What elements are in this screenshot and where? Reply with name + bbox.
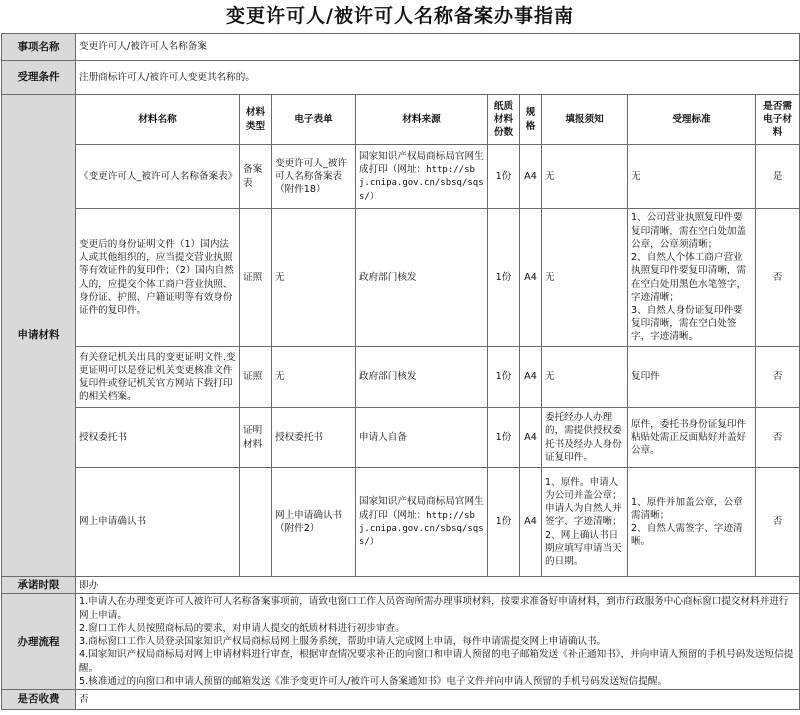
- standard-line: 3、自然人身份证复印件要复印清晰，需在空白处签字，字迹清晰。: [631, 304, 743, 343]
- material-row: [2, 209, 800, 347]
- material-row: [2, 347, 800, 408]
- material-source-text: 国家知识产权局商标局官网生成打印（网址：: [359, 150, 484, 175]
- process-step: 3.商标窗口工作人员登录国家知识产权局商标局网上服务系统，帮助申请人完成网上申请，每件申请需提交网上申请确认书。: [79, 636, 607, 648]
- material-standard: 无: [628, 145, 756, 209]
- material-eform: 无: [272, 347, 356, 408]
- instruction-line: 1、原件。申请人为公司并盖公章；申请人为自然人并签字、字迹清晰；: [545, 476, 622, 528]
- standard-line: 1、原件并加盖公章，公章需清晰；: [631, 496, 743, 521]
- header-copies: 纸质材料份数: [488, 95, 520, 145]
- header-eform: 电子表单: [272, 95, 356, 145]
- material-need-electronic: 否: [756, 209, 800, 347]
- header-instructions: 填报须知: [542, 95, 628, 145]
- promise-time-label: 承诺时限: [2, 577, 76, 594]
- fee-value: 否: [76, 690, 800, 710]
- fee-label: 是否收费: [2, 690, 76, 710]
- material-row: [2, 145, 800, 209]
- process-label: 办理流程: [2, 594, 76, 690]
- process-steps: [76, 594, 800, 690]
- fee-row: [2, 690, 800, 710]
- material-standard: 原件，委托书身份证复印件粘贴处需正反面贴好并盖好公章。: [628, 408, 756, 468]
- process-step: 1.申请人在办理变更许可人被许可人名称备案事项前，请致电窗口工作人员咨询所需办理事项材料，按要求准备好申请材料，到市行政服务中心商标窗口提交材料并进行网上申请。: [79, 596, 789, 621]
- material-spec: A4: [520, 347, 542, 408]
- material-standard: [628, 468, 756, 577]
- guide-table: [1, 33, 800, 710]
- material-source: 申请人自备: [356, 408, 488, 468]
- material-need-electronic: 否: [756, 408, 800, 468]
- standard-line: 1、公司营业执照复印件要复印清晰，需在空白处加盖公章，公章须清晰；: [631, 212, 747, 250]
- material-eform: 授权委托书: [272, 408, 356, 468]
- standard-line: 2、自然人需签字、字迹清晰。: [631, 523, 743, 548]
- materials-label: 申请材料: [2, 95, 76, 577]
- material-spec: A4: [520, 468, 542, 577]
- material-source-url: http://sbj.cnipa.gov.cn/sbsq/sqss/）: [359, 165, 484, 202]
- material-instructions: 无: [542, 145, 628, 209]
- materials-header-row: [2, 95, 800, 145]
- promise-time-row: [2, 577, 800, 594]
- material-name: 变更后的身份证明文件（1）国内法人或其他组织的，应当提交营业执照等有效证件的复印件；（2）国内自然人的，应提交个体工商户营业执照、身份证、护照、户籍证明等有效身份证件的复印件。: [76, 209, 240, 347]
- material-copies: 1份: [488, 408, 520, 468]
- process-step: 2.窗口工作人员按照商标局的要求，对申请人提交的纸质材料进行初步审查。: [79, 622, 405, 634]
- header-material-type: 材料类型: [240, 95, 272, 145]
- material-eform: 网上申请确认书（附件2）: [272, 468, 356, 577]
- material-spec: A4: [520, 209, 542, 347]
- material-eform: 变更许可人_被许可人名称备案表（附件18）: [272, 145, 356, 209]
- material-need-electronic: 是: [756, 145, 800, 209]
- material-need-electronic: 否: [756, 347, 800, 408]
- promise-time-value: 即办: [76, 577, 800, 594]
- process-step: 4.国家知识产权局商标局对网上申请材料进行审查，根据审查情况要求补正的向窗口和申请人预留的电子邮箱发送《补正通知书》，并向申请人预留的手机号码发送短信提醒。: [79, 649, 794, 674]
- material-type: 备案表: [240, 145, 272, 209]
- material-row: [2, 468, 800, 577]
- header-standard: 受理标准: [628, 95, 756, 145]
- material-instructions: 无: [542, 347, 628, 408]
- material-eform: 无: [272, 209, 356, 347]
- header-spec: 规格: [520, 95, 542, 145]
- material-source-url: http://sbj.cnipa.gov.cn/sbsq/sqss/）: [359, 510, 484, 548]
- item-name-row: [2, 34, 800, 61]
- header-need-electronic: 是否需电子材料: [756, 95, 800, 145]
- material-instructions: 无: [542, 209, 628, 347]
- material-copies: 1份: [488, 209, 520, 347]
- material-name: 《变更许可人_被许可人名称备案表》: [76, 145, 240, 209]
- material-name: 有关登记机关出具的变更证明文件.变更证明可以是登记机关变更核准文件复印件或登记机关官方网站下载打印的相关档案。: [76, 347, 240, 408]
- material-type: 证明材料: [240, 408, 272, 468]
- instruction-line: 2、网上确认书日期应填写申请当天的日期。: [545, 529, 622, 568]
- material-source-text: 国家知识产权局商标局官网生成打印（网址：: [359, 496, 484, 521]
- item-name-value: 变更许可人/被许可人名称备案: [76, 34, 800, 61]
- standard-line: 2、自然人个体工商户营业执照复印件要复印清晰，需在空白处用黑色水笔签字，字迹清晰；: [631, 252, 747, 303]
- material-type: 证照: [240, 347, 272, 408]
- material-instructions: 委托经办人办理的，需提供授权委托书及经办人身份证复印件。: [542, 408, 628, 468]
- material-instructions: [542, 468, 628, 577]
- material-spec: A4: [520, 145, 542, 209]
- material-row: [2, 408, 800, 468]
- material-type: [240, 468, 272, 577]
- acceptance-label: 受理条件: [2, 61, 76, 95]
- acceptance-row: [2, 61, 800, 95]
- material-copies: 1份: [488, 468, 520, 577]
- page-title: 变更许可人/被许可人名称备案办事指南: [226, 5, 574, 27]
- material-type: 证照: [240, 209, 272, 347]
- process-row: [2, 594, 800, 690]
- header-source: 材料来源: [356, 95, 488, 145]
- material-spec: A4: [520, 408, 542, 468]
- process-step: 5.核准通过的向窗口和申请人预留的邮箱发送《准予变更许可人/被许可人备案通知书》电子文件并向申请人预留的手机号码发送短信提醒。: [79, 675, 668, 687]
- acceptance-value: 注册商标许可人/被许可人变更其名称的。: [76, 61, 800, 95]
- material-name: 授权委托书: [76, 408, 240, 468]
- material-standard: [628, 209, 756, 347]
- material-copies: 1份: [488, 347, 520, 408]
- material-source: [356, 145, 488, 209]
- material-source: 政府部门核发: [356, 209, 488, 347]
- material-source: 政府部门核发: [356, 347, 488, 408]
- material-copies: 1份: [488, 145, 520, 209]
- material-standard: 复印件: [628, 347, 756, 408]
- material-need-electronic: 否: [756, 468, 800, 577]
- material-source: [356, 468, 488, 577]
- item-name-label: 事项名称: [2, 34, 76, 61]
- header-material-name: 材料名称: [76, 95, 240, 145]
- material-name: 网上申请确认书: [76, 468, 240, 577]
